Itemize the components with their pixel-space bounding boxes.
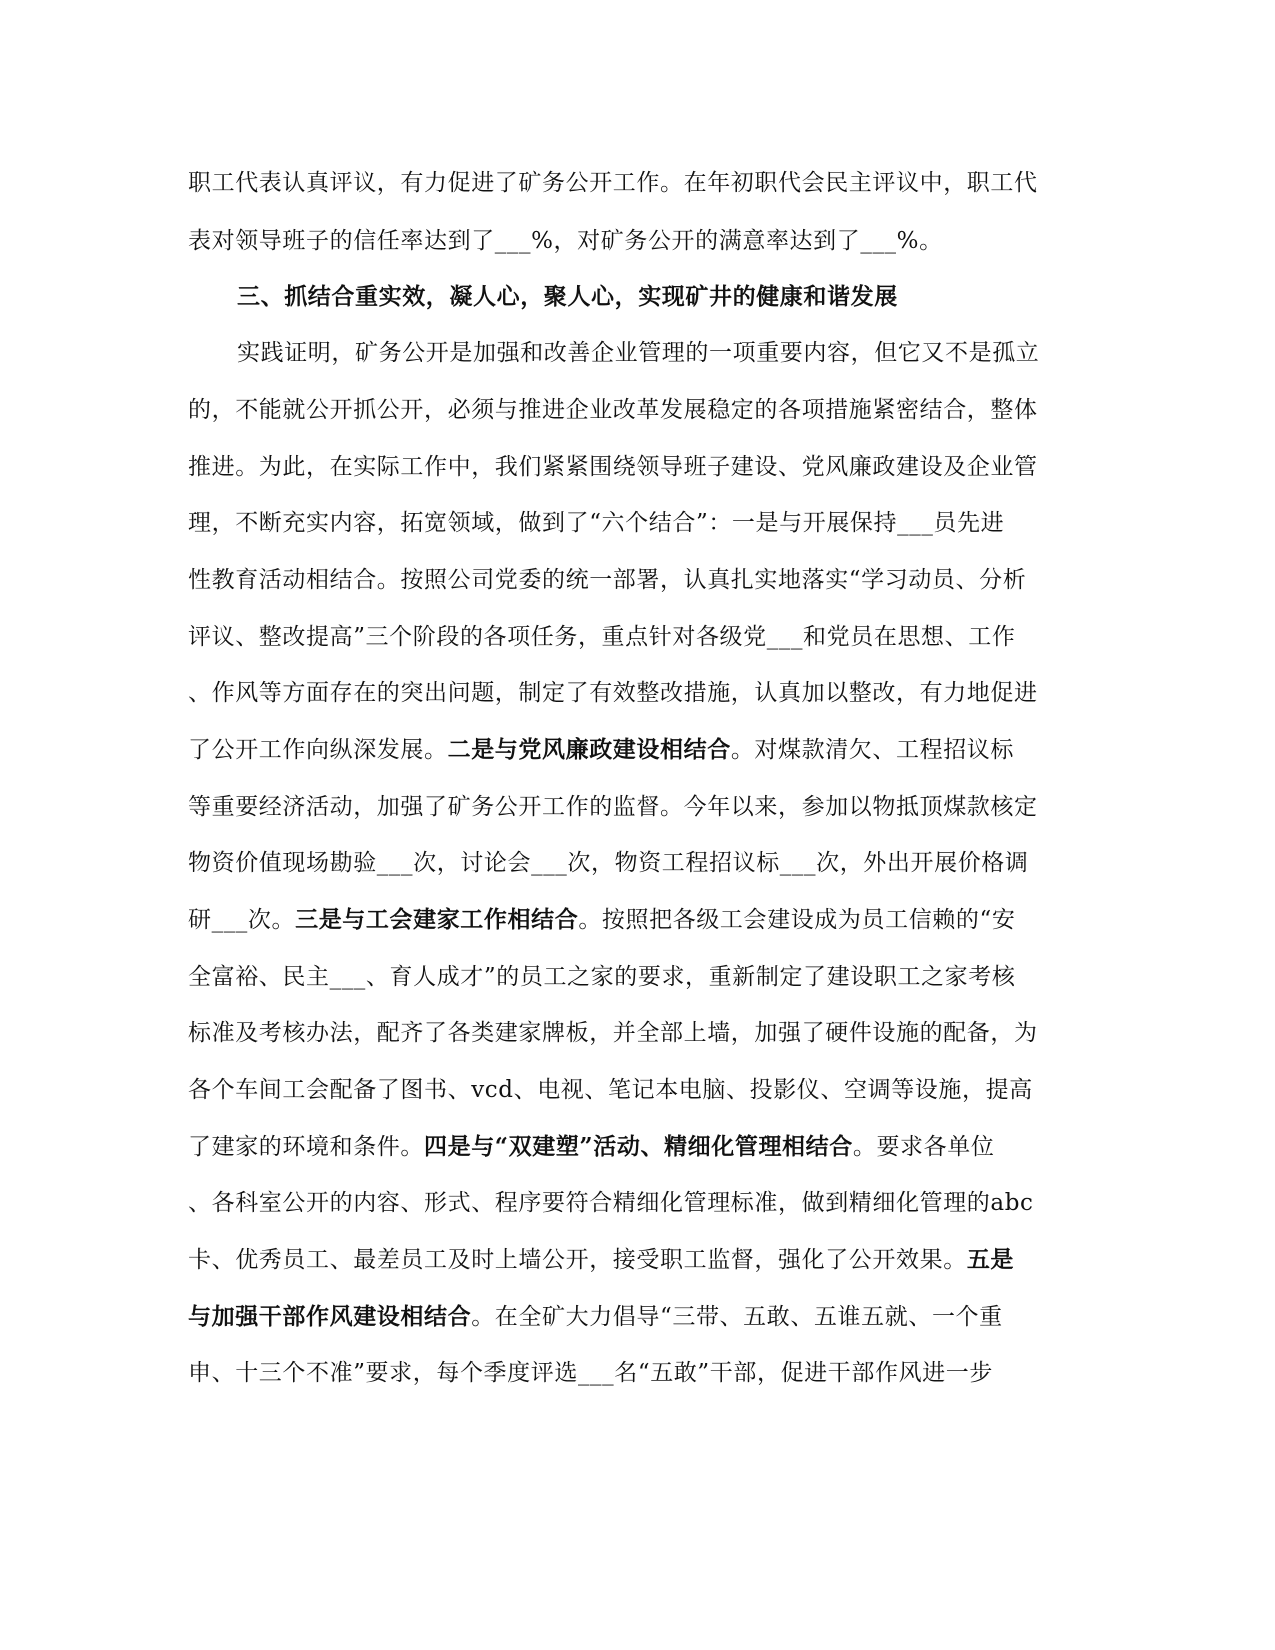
text-run: 研___次。 bbox=[188, 907, 296, 933]
bold-run: 三是与工会建家工作相结合 bbox=[295, 906, 579, 933]
text-run: 。按照把各级工会建设成为员工信赖的“安 bbox=[578, 907, 1016, 933]
text-line: 实践证明，矿务公开是加强和改善企业管理的一项重要内容，但它又不是孤立 bbox=[237, 340, 1040, 366]
bold-run: 四是与“双建塑”活动、精细化管理相结合 bbox=[424, 1133, 853, 1160]
bold-run: 二是与党风廉政建设相结合 bbox=[447, 736, 731, 763]
text-line: 标准及考核办法，配齐了各类建家牌板，并全部上墙，加强了硬件设施的配备，为 bbox=[188, 1020, 1038, 1046]
text-line bbox=[188, 905, 1088, 935]
text-run: 。对煤款清欠、工程招议标 bbox=[730, 737, 1015, 763]
text-line: 的，不能就公开抓公开，必须与推进企业改革发展稳定的各项措施紧密结合，整体 bbox=[188, 397, 1038, 423]
text-run: 。在全矿大力倡导“三带、五敢、五谁五就、一个重 bbox=[471, 1304, 1003, 1330]
text-line: 理，不断充实内容，拓宽领域，做到了“六个结合”：一是与开展保持___员先进 bbox=[188, 510, 1005, 536]
section-heading: 三、抓结合重实效，凝人心，聚人心，实现矿井的健康和谐发展 bbox=[237, 283, 898, 310]
text-line bbox=[188, 1132, 1088, 1162]
bold-run: 与加强干部作风建设相结合 bbox=[188, 1303, 472, 1330]
text-line: 表对领导班子的信任率达到了___%，对矿务公开的满意率达到了___%。 bbox=[188, 228, 943, 254]
text-run: 卡、优秀员工、最差员工及时上墙公开，接受职工监督，强化了公开效果。 bbox=[188, 1247, 967, 1273]
text-line: 职工代表认真评议，有力促进了矿务公开工作。在年初职代会民主评议中，职工代 bbox=[188, 170, 1038, 196]
text-line: 申、十三个不准”要求，每个季度评选___名“五敢”干部，促进干部作风进一步 bbox=[188, 1360, 993, 1386]
bold-run: 五是 bbox=[966, 1246, 1015, 1273]
text-line: 、作风等方面存在的突出问题，制定了有效整改措施，认真加以整改，有力地促进 bbox=[188, 680, 1038, 706]
text-run: 。要求各单位 bbox=[852, 1134, 995, 1160]
text-line: 、各科室公开的内容、形式、程序要符合精细化管理标准，做到精细化管理的abc bbox=[188, 1190, 1034, 1216]
text-line bbox=[188, 1302, 1088, 1332]
text-run: 了建家的环境和条件。 bbox=[188, 1134, 424, 1160]
text-line: 各个车间工会配备了图书、vcd、电视、笔记本电脑、投影仪、空调等设施，提高 bbox=[188, 1077, 1033, 1103]
text-line bbox=[188, 735, 1088, 765]
text-line: 推进。为此，在实际工作中，我们紧紧围绕领导班子建设、党风廉政建设及企业管 bbox=[188, 454, 1038, 480]
text-line: 评议、整改提高”三个阶段的各项任务，重点针对各级党___和党员在思想、工作 bbox=[188, 624, 1016, 650]
text-line: 物资价值现场勘验___次，讨论会___次，物资工程招议标___次，外出开展价格调 bbox=[188, 850, 1029, 876]
text-line: 全富裕、民主___、育人成才”的员工之家的要求，重新制定了建设职工之家考核 bbox=[188, 964, 1016, 990]
text-run: 了公开工作向纵深发展。 bbox=[188, 737, 448, 763]
text-line: 性教育活动相结合。按照公司党委的统一部署，认真扎实地落实“学习动员、分析 bbox=[188, 567, 1027, 593]
text-line: 等重要经济活动，加强了矿务公开工作的监督。今年以来，参加以物抵顶煤款核定 bbox=[188, 794, 1038, 820]
text-line bbox=[188, 1245, 1088, 1275]
